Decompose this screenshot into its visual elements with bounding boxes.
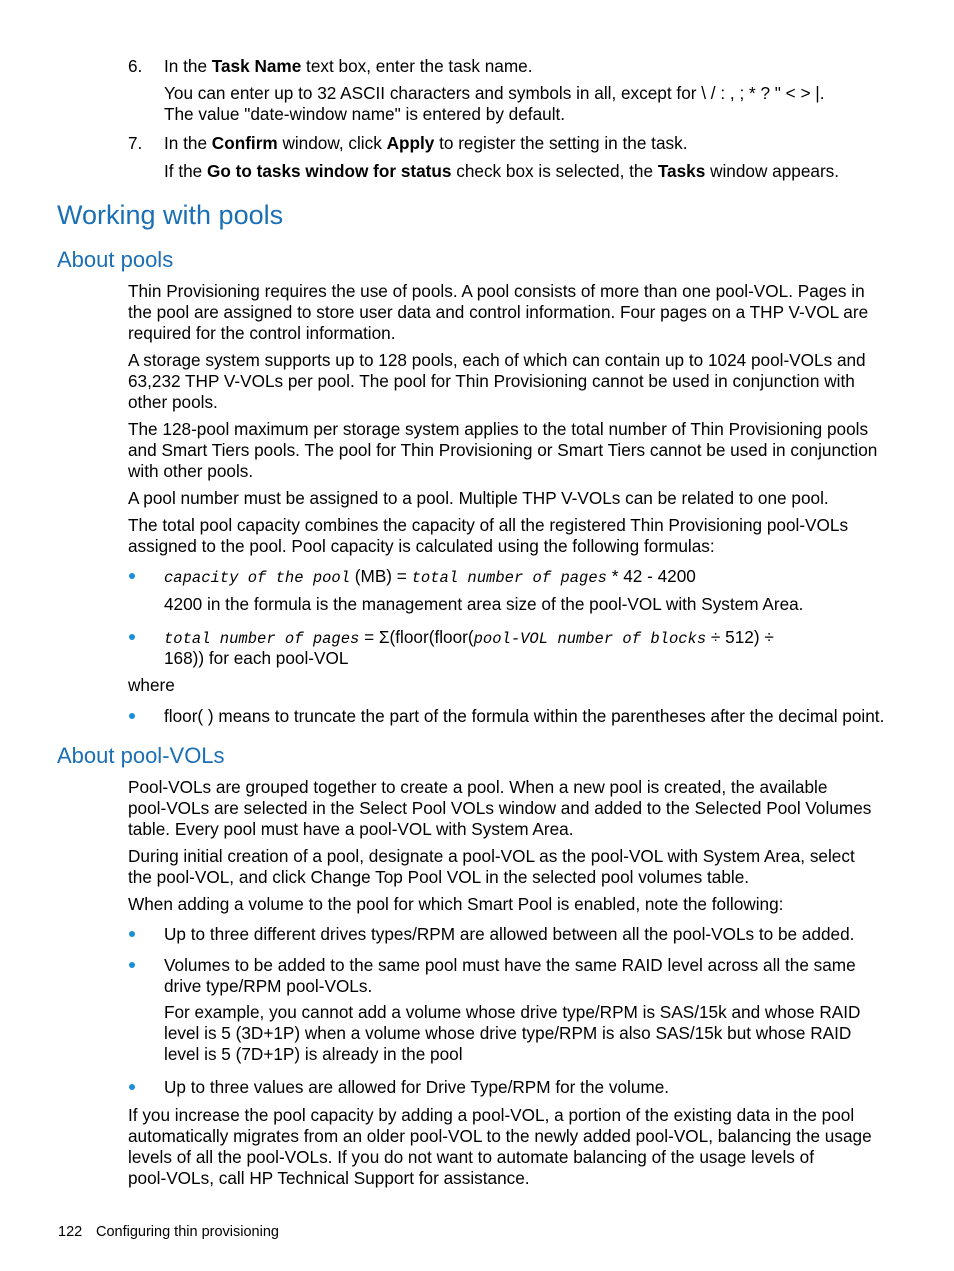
formula-capacity: capacity of the pool (MB) = total number of pages * 42 - 4200 <box>164 566 696 587</box>
ui-term-tasks: Tasks <box>657 161 706 181</box>
bullet-icon <box>129 713 135 719</box>
ui-term-task-name: Task Name <box>211 56 302 76</box>
step-number: 7. <box>128 133 143 153</box>
bullet-icon <box>129 573 135 579</box>
ui-term-go-to-tasks: Go to tasks window for status <box>207 161 452 181</box>
page-number: 122 <box>58 1224 83 1240</box>
heading-about-pools: About pools <box>57 247 174 272</box>
heading-about-pool-vols: About pool-VOLs <box>57 743 225 768</box>
paragraph-smart-pool: When adding a volume to the pool for which Smart Pool is enabled, note the following: <box>128 894 784 914</box>
step-6-note-default: The value "date-window name" is entered by default. <box>164 104 566 124</box>
step-6-text: In the Task Name text box, enter the task name. <box>164 56 533 76</box>
where-label: where <box>128 675 175 695</box>
bullet-icon <box>129 634 135 640</box>
formula-capacity-note: 4200 in the formula is the management area size of the pool-VOL with System Area. <box>164 594 804 614</box>
section-title: Working with pools <box>57 200 284 230</box>
footer-chapter: Configuring thin provisioning <box>96 1224 279 1240</box>
bullet-icon <box>129 931 135 937</box>
ui-term-apply: Apply <box>386 133 435 153</box>
step-7-text: In the Confirm window, click Apply to register the setting in the task. <box>164 133 688 153</box>
paragraph-pool-number: A pool number must be assigned to a pool. Multiple THP V-VOLs can be related to one pool. <box>128 488 829 508</box>
list-item: Up to three values are allowed for Drive Type/RPM for the volume. <box>164 1077 670 1097</box>
formula-total-pages: total number of pages = Σ(floor(floor(pool-VOL number of blocks ÷ 512) ÷ <box>164 627 774 648</box>
floor-definition: floor( ) means to truncate the part of the formula within the parentheses after the decimal point. <box>164 706 885 726</box>
bullet-icon <box>129 962 135 968</box>
step-number: 6. <box>128 56 143 76</box>
bullet-icon <box>129 1084 135 1090</box>
step-6-note: You can enter up to 32 ASCII characters and symbols in all, except for \ / : , ; * ? " < > |. <box>164 83 825 103</box>
list-item: Up to three different drives types/RPM are allowed between all the pool-VOLs to be added. <box>164 924 855 944</box>
step-7-note: If the Go to tasks window for status check box is selected, the Tasks window appears. <box>164 161 840 181</box>
ui-term-confirm: Confirm <box>211 133 278 153</box>
formula-total-pages-cont: 168)) for each pool-VOL <box>164 648 349 668</box>
